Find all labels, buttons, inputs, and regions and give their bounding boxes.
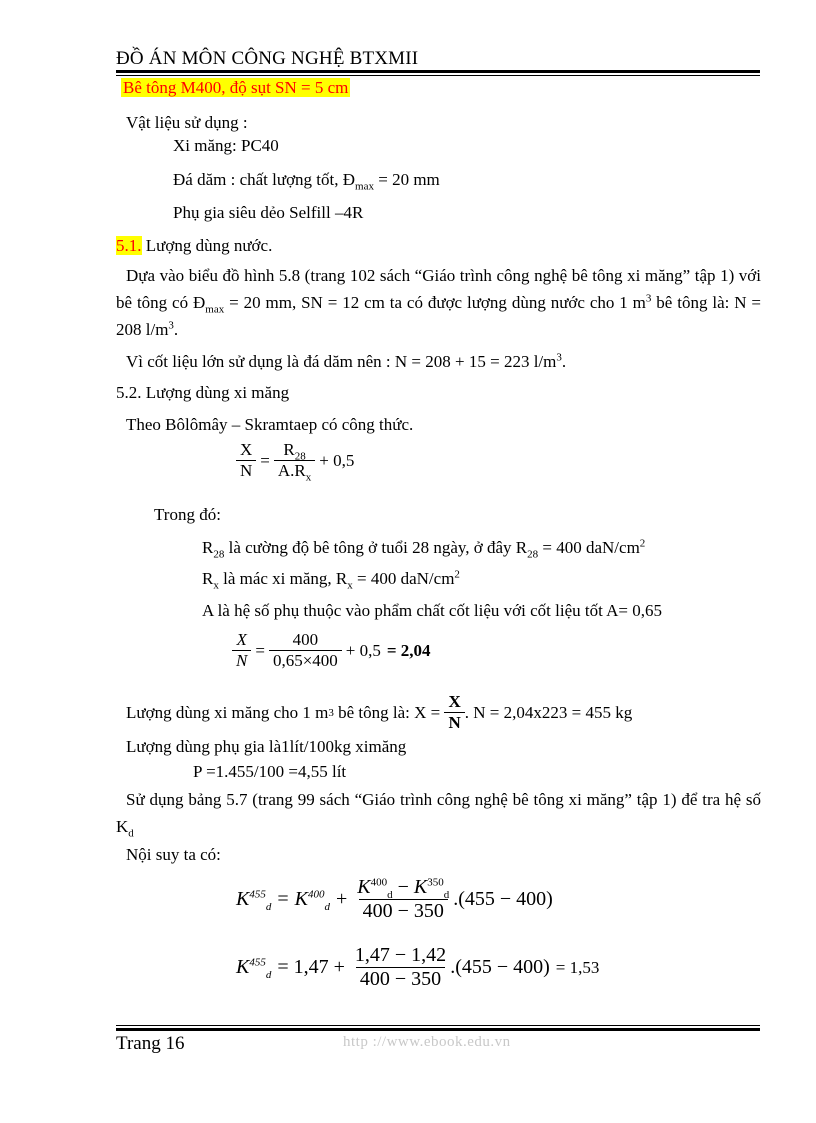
formula-intro: Theo Bôlômây – Skramtaep có công thức. <box>126 415 414 434</box>
where-label: Trong đó: <box>154 505 221 524</box>
cement-water-ratio-calc: $\frac{X}{N}$ = $\frac{400}{0,65\times 400}$ + 0,5 = 2,04 <box>232 630 431 671</box>
water-paragraph: Dựa vào biểu đồ hình 5.8 (trang 102 sách “Giáo trình công nghệ bê tông xi măng” tập 1) với bê tông có $Đ_{max} = 20$ mm, SN = 12 cm ta có được lượng dùng nước cho 1 $m^3$ bê tông là: N = 208 $l/m^3$. <box>116 266 761 339</box>
water-adjusted: Vì cốt liệu lớn sử dụng là đá dăm nên : N = 208 + 15 = 223 $l/m^3$. <box>126 351 567 371</box>
interpolation-label: Nội suy ta có: <box>126 845 221 864</box>
cement-amount: Lượng dùng xi măng cho 1 m 3 bê tông là: X = $\frac{X}{N}$ . N = 2,04x223 = 455 kg <box>126 692 633 732</box>
footer-rule-thick <box>116 1028 760 1031</box>
section-5-1-heading: 5.1. Lượng dùng nước. <box>116 236 273 255</box>
page-number: Trang 16 <box>116 1033 185 1054</box>
footer-rule-thin <box>116 1025 760 1026</box>
admixture-rate: Lượng dùng phụ gia là1lít/100kg ximăng <box>126 737 407 756</box>
section-5-2-heading: 5.2. Lượng dùng xi măng <box>116 383 290 402</box>
material-admixture: Phụ gia siêu dẻo Selfill –4R <box>173 203 364 222</box>
material-stone: Đá dăm : chất lượng tốt, $Đ_{max} = 20$ mm <box>173 170 440 193</box>
header-rule-thick <box>116 70 760 73</box>
materials-heading: Vật liệu sử dụng : <box>126 113 248 132</box>
header-title: ĐỒ ÁN MÔN CÔNG NGHỆ BTXMII <box>116 48 419 69</box>
source-url-watermark: http ://www.ebook.edu.vn <box>343 1034 511 1050</box>
section-number: 5.1. <box>116 236 142 255</box>
bolomey-formula: $\frac{X}{N}$ = $\frac{R_{28}}{A.R_x}$ + 0,5 <box>236 440 354 481</box>
def-rx: $R_x$ là mác xi măng, $R_x = 400$ daN/$cm^2$ <box>202 568 460 592</box>
intro-highlight <box>121 78 350 98</box>
def-r28: $R_{28}$ là cường độ bê tông ở tuổi 28 ngày, ở đây $R_{28} = 400$ daN/$cm^2$ <box>202 537 646 561</box>
material-cement: Xi măng: PC40 <box>173 136 279 155</box>
admixture-calc: P =1.455/100 =4,55 lít <box>193 762 347 781</box>
header-rule-thin <box>116 75 760 76</box>
table-reference: Sử dụng bảng 5.7 (trang 99 sách “Giáo trình công nghệ bê tông xi măng” tập 1) để tra hệ số $K_d$ <box>116 790 761 840</box>
concrete-spec: Bê tông M400, độ sụt SN = 5 cm <box>123 78 349 97</box>
def-a: A là hệ số phụ thuộc vào phẩm chất cốt liệu với cốt liệu tốt A= 0,65 <box>202 601 663 620</box>
kd-result-formula: $K^{455}_d$ = 1,47 + $\frac{1,47 - 1,42}{400 - 350}$ .(455 − 400) = 1,53 <box>236 944 600 990</box>
interpolation-formula: $K^{455}_d$ = $K^{400}_d$ + $\frac{K^{400}_d - K^{350}_d}{400 - 350}$ .(455 − 400) <box>236 876 553 922</box>
